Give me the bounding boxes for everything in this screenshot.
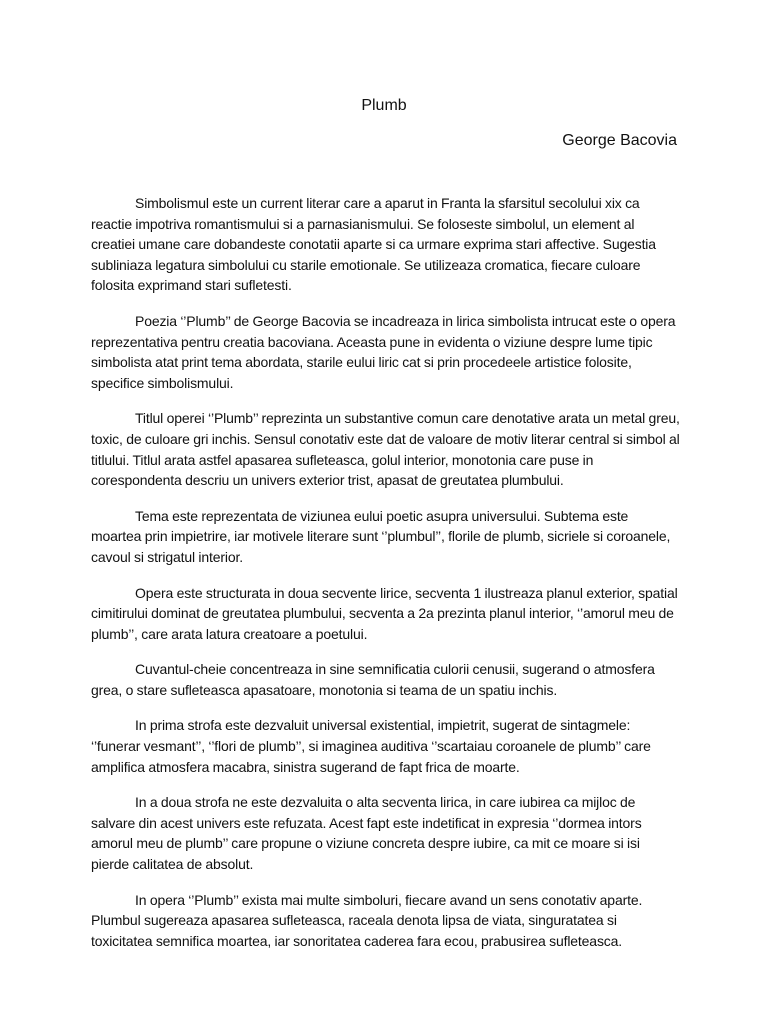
paragraph-9: In opera ‘’Plumb’’ exista mai multe simboluri, fiecare avand un sens conotativ aparte. Plumbul sugereaza apasarea sufleteasca, raceala denota lipsa de viata, singuratatea si toxicitatea semnifica moartea, iar sonoritatea caderea fara ecou, prabusirea sufleteasca. <box>91 891 643 949</box>
paragraph-8: In a doua strofa ne este dezvaluita o alta secventa lirica, in care iubirea ca mijloc de salvare din acest univers este refuzata. Acest fapt este indetificat in expresia ‘’dormea intors amorul meu de plumb’’ care propune o viziune concreta despre iubire, ca mit ce moare si isi pierde calitatea de absolut. <box>91 794 642 873</box>
paragraph-1: Simbolismul este un current literar care a aparut in Franta la sfarsitul secolului xix ca reactie impotriva romantismului si a parnasianismului. Se foloseste simbolul, un element al creatiei umane care dobandeste conotatii aparte si ca urmare exprima stari affective. Sugestia subliniaza legatura simbolului cu starile emotionale. Se utilizeaza cromatica, fiecare culoare folosita exprimand stari sufletesti. <box>91 195 656 294</box>
paragraph-6: Cuvantul-cheie concentreaza in sine semnificatia culorii cenusii, sugerand o atmosfera grea, o stare sufleteasca apasatoare, monotonia si teama de un spatiu inchis. <box>91 661 655 698</box>
document-body <box>91 193 681 966</box>
paragraph-2: Poezia ‘’Plumb’’ de George Bacovia se incadreaza in lirica simbolista intrucat este o opera reprezentativa pentru creatia bacoviana. Aceasta pune in evidenta o viziune despre lume tipic simbolista atat print tema abordata, starile eului liric cat si prin procedeele artistice folosite, specifice simbolismului. <box>91 312 676 391</box>
paragraph-3: Titlul operei ‘’Plumb’’ reprezinta un substantive comun care denotative arata un metal greu, toxic, de culoare gri inchis. Sensul conotativ este dat de valoare de motiv literar central si simbol al titlului. Titlul arata astfel apasarea sufleteasca, golul interior, monotonia care puse in corespondenta descriu un univers exterior trist, apasat de greutatea plumbului. <box>91 410 680 489</box>
paragraph-5: Opera este structurata in doua secvente lirice, secventa 1 ilustreaza planul exterior, spatial cimitirului dominat de greutatea plumbului, secventa a 2a prezinta planul interior, ‘’amorul meu de plumb’’, care arata latura creatoare a poetului. <box>91 584 678 642</box>
document-author: George Bacovia <box>562 132 677 149</box>
document-title: Plumb <box>361 97 407 114</box>
paragraph-7: In prima strofa este dezvaluit universal existential, impietrit, sugerat de sintagmele: ‘’funerar vesmant’’, ‘’flori de plumb’’, si imaginea auditiva ‘’scartaiau coroanele de plumb’’ care amplifica atmosfera macabra, sinistra sugerand de fapt frica de moarte. <box>91 717 651 775</box>
paragraph-4: Tema este reprezentata de viziunea eului poetic asupra universului. Subtema este moartea prin impietrire, iar motivele literare sunt ‘’plumbul’’, florile de plumb, sicriele si coroanele, cavoul si strigatul interior. <box>91 507 671 565</box>
